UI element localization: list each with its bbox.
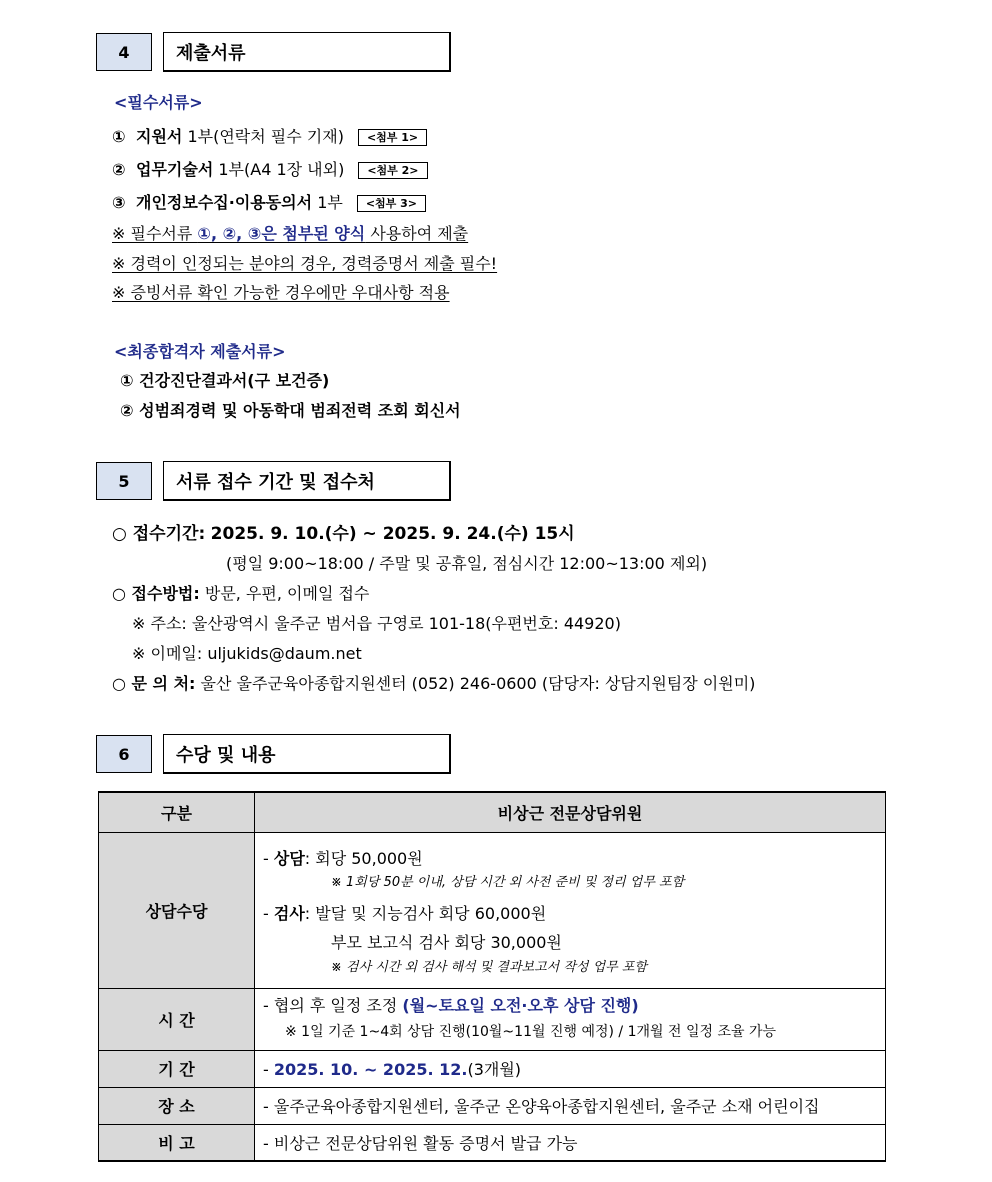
section-number: 5	[96, 462, 152, 500]
time-cell: - 협의 후 일정 조정 (월~토요일 오전·오후 상담 진행) ※ 1일 기준 1~4회 상담 진행(10월~11월 진행 예정) / 1개월 전 일정 조율 가능	[255, 988, 886, 1050]
note-career: ※ 경력이 인정되는 분야의 경우, 경력증명서 제출 필수!	[112, 254, 498, 273]
final-item-2: ② 성범죄경력 및 아동학대 범죄전력 조회 회신서	[120, 401, 461, 420]
row-label-allowance: 상담수당	[99, 832, 255, 988]
attachment-tag: <첨부 1>	[358, 129, 427, 146]
note-required-forms: ※ 필수서류 ①, ②, ③은 첨부된 양식 사용하여 제출	[112, 224, 469, 243]
row-label-period: 기 간	[99, 1050, 255, 1087]
submission-period: ○ 접수기간: 2025. 9. 10.(수) ~ 2025. 9. 24.(수) 15시	[112, 524, 575, 544]
section-number: 4	[96, 33, 152, 71]
table-header-category: 구분	[99, 792, 255, 832]
remark-cell: - 비상근 전문상담위원 활동 증명서 발급 가능	[255, 1124, 886, 1161]
period-cell: - 2025. 10. ~ 2025. 12.(3개월)	[255, 1050, 886, 1087]
section-number: 6	[96, 735, 152, 773]
submission-method: ○ 접수방법: 방문, 우편, 이메일 접수	[112, 584, 370, 603]
allowance-cell: - 상담: 회당 50,000원 ※ 1회당 50분 이내, 상담 시간 외 사전 준비 및 정리 업무 포함 - 검사: 발달 및 지능검사 회당 60,000원 부모 보고식 검사 회당 30,000원 ※ 검사 시간 외 검사 해석 및 결과보고서 작성 업무 포함	[255, 832, 886, 988]
row-label-remark: 비 고	[99, 1124, 255, 1161]
required-item-2: ② 업무기술서 1부(A4 1장 내외) <첨부 2>	[112, 157, 428, 180]
required-item-1: ① 지원서 1부(연락처 필수 기재) <첨부 1>	[112, 124, 427, 147]
section-title: 제출서류	[163, 32, 451, 72]
address: ※ 주소: 울산광역시 울주군 범서읍 구영로 101-18(우편번호: 44920)	[132, 614, 621, 633]
attachment-tag: <첨부 2>	[358, 162, 427, 179]
final-docs-heading: <최종합격자 제출서류>	[114, 342, 286, 361]
allowance-table	[98, 791, 886, 1162]
note-preference: ※ 증빙서류 확인 가능한 경우에만 우대사항 적용	[112, 283, 450, 302]
attachment-tag: <첨부 3>	[357, 195, 426, 212]
place-cell: - 울주군육아종합지원센터, 울주군 온양육아종합지원센터, 울주군 소재 어린이집	[255, 1087, 886, 1124]
row-label-time: 시 간	[99, 988, 255, 1050]
required-docs-heading: <필수서류>	[114, 93, 203, 112]
contact: ○ 문 의 처: 울산 울주군육아종합지원센터 (052) 246-0600 (담당자: 상담지원팀장 이원미)	[112, 674, 756, 693]
section-title: 수당 및 내용	[163, 734, 451, 774]
required-item-3: ③ 개인정보수집·이용동의서 1부 <첨부 3>	[112, 190, 426, 213]
row-label-place: 장 소	[99, 1087, 255, 1124]
section-title: 서류 접수 기간 및 접수처	[163, 461, 451, 501]
email: ※ 이메일: uljukids@daum.net	[132, 644, 362, 663]
table-header-position: 비상근 전문상담위원	[255, 792, 886, 832]
submission-period-note: (평일 9:00~18:00 / 주말 및 공휴일, 점심시간 12:00~13:00 제외)	[226, 554, 708, 573]
final-item-1: ① 건강진단결과서(구 보건증)	[120, 371, 330, 390]
